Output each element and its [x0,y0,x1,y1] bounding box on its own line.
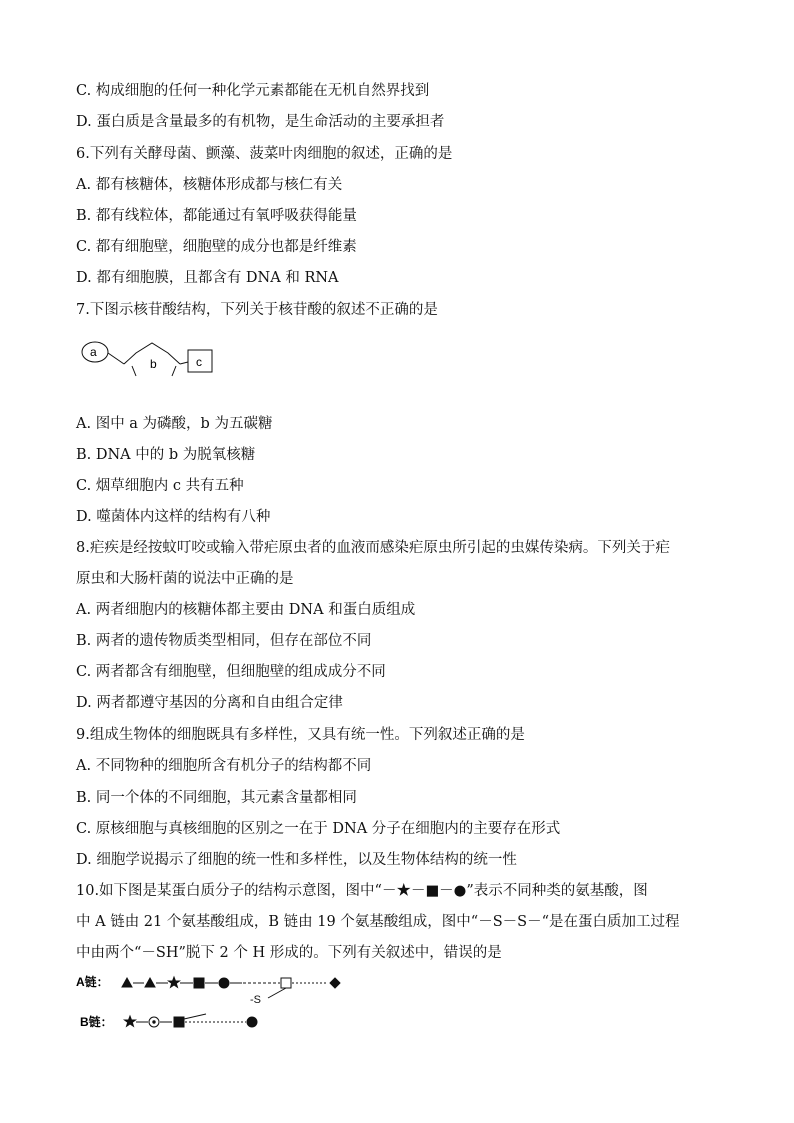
q7-option-d: D. 噬菌体内这样的结构有八种 [76,509,271,525]
q8-option-a: A. 两者细胞内的核糖体都主要由 DNA 和蛋白质组成 [76,602,416,618]
q8-option-b: B. 两者的遗传物质类型相同，但存在部位不同 [76,633,372,649]
disulfide-bond-lower [184,1014,206,1019]
bond-a-b [108,353,124,364]
circle-residue [219,978,229,988]
circle-residue [247,1017,257,1027]
q9-option-d: D. 细胞学说揭示了细胞的统一性和多样性，以及生物体结构的统一性 [76,852,517,868]
q10-stem-line1: 10.如下图是某蛋白质分子的结构示意图，图中“－★－■－●”表示不同种类的氨基酸，图 [76,883,648,899]
label-a: a [90,345,97,359]
q7-option-b: B. DNA 中的 b 为脱氧核糖 [76,447,256,463]
label-c: c [196,355,202,369]
bond-label: -S [250,994,261,1006]
q8-stem-line2: 原虫和大肠杆菌的说法中正确的是 [76,571,294,587]
chain-a [122,977,340,998]
q7-stem: 7.下图示核苷酸结构，下列关于核苷酸的叙述不正确的是 [76,302,438,318]
star-residue [169,977,180,987]
q6-option-b: B. 都有线粒体，都能通过有氧呼吸获得能量 [76,208,357,224]
q8-stem-line1: 8.疟疾是经按蚊叮咬或输入带疟原虫者的血液而感染疟原虫所引起的虫媒传染病。下列关于疟 [76,540,670,556]
q6-option-a: A. 都有核糖体，核糖体形成都与核仁有关 [76,177,343,193]
q7-option-c: C. 烟草细胞内 c 共有五种 [76,478,244,494]
q9-option-c: C. 原核细胞与真核细胞的区别之一在于 DNA 分子在细胞内的主要存在形式 [76,821,561,837]
q9-stem: 9.组成生物体的细胞既具有多样性，又具有统一性。下列叙述正确的是 [76,727,525,743]
bond-b-c [180,362,188,364]
q6-stem: 6.下列有关酵母菌、颤藻、菠菜叶肉细胞的叙述，正确的是 [76,146,453,162]
chain-b [125,1014,258,1027]
star-residue [125,1016,136,1026]
protein-chain-diagram [76,970,376,1032]
q6-option-d: D. 都有细胞膜，且都含有 DNA 和 RNA [76,270,339,286]
q10-stem-line3: 中由两个“－SH”脱下 2 个 H 形成的。下列有关叙述中，错误的是 [76,945,502,961]
open-square-residue [281,978,291,988]
diamond-residue [330,978,340,988]
q8-option-c: C. 两者都含有细胞壁，但细胞壁的组成成分不同 [76,664,386,680]
q9-option-a: A. 不同物种的细胞所含有机分子的结构都不同 [76,758,372,774]
chain-b-label: B链： [80,1015,113,1029]
q10-stem-line2: 中 A 链由 21 个氨基酸组成，B 链由 19 个氨基酸组成，图中“－S－S－“是在蛋白质加工过程 [76,914,680,930]
q6-option-c: C. 都有细胞壁，细胞壁的成分也都是纤维素 [76,239,357,255]
square-residue [174,1017,184,1027]
square-residue [194,978,204,988]
label-b: b [150,357,157,371]
q5-option-d: D. 蛋白质是含量最多的有机物，是生命活动的主要承担者 [76,114,445,130]
triangle-residue [145,978,155,987]
triangle-residue [122,978,132,987]
q9-option-b: B. 同一个体的不同细胞，其元素含量都相同 [76,790,357,806]
q5-option-c: C. 构成细胞的任何一种化学元素都能在无机自然界找到 [76,83,430,99]
chain-a-label: A链： [76,975,109,989]
q8-option-d: D. 两者都遵守基因的分离和自由组合定律 [76,695,343,711]
disulfide-bond-upper [268,988,286,998]
nucleotide-diagram [78,336,228,382]
q7-option-a: A. 图中 a 为磷酸，b 为五碳糖 [76,416,273,432]
